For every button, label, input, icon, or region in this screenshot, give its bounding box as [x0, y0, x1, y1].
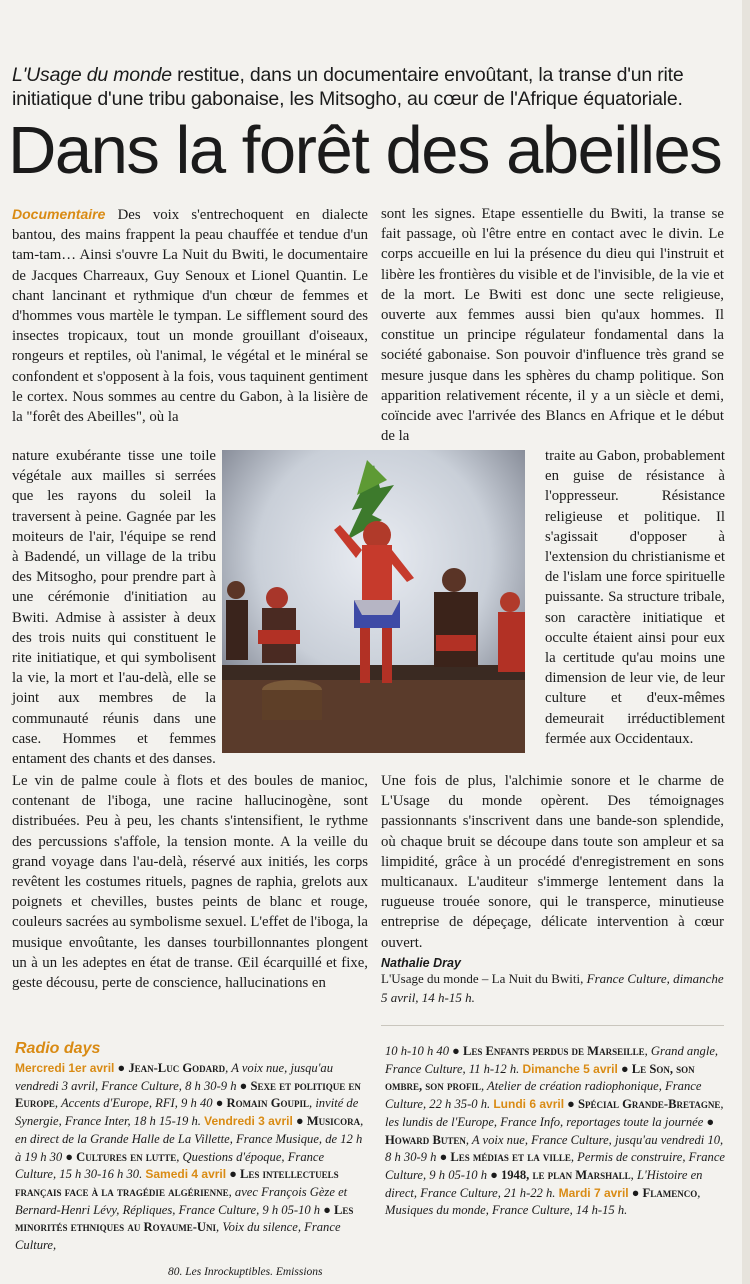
listing-day: Samedi 4 avril	[145, 1167, 227, 1182]
listing-desc: , invité de Synergie, France Inter, 18 h 15-19 h.	[15, 1096, 359, 1129]
listing-name: Flamenco	[642, 1185, 698, 1200]
radio-listings-right	[385, 1043, 729, 1220]
listing: ● 1948, le plan Marshall, L'Histoire en direct, France Culture, 21 h-22 h.	[385, 1167, 703, 1200]
listing: Vendredi 3 avril ● Musicora, en direct de la Grande Halle de La Villette, France Musique, de 12 h à 19 h 30	[15, 1114, 364, 1164]
listing-name: Spécial Grande-Bretagne	[577, 1097, 721, 1112]
paragraph: Des voix s'entrechoquent en dialecte bantou, des mains frappent la peau chauffée et tendue d'un tam-tam… Ainsi s'ouvre La Nuit du Bwiti, le documentaire de Jacques Charreaux, Guy Senoux et Lionel Quantin. Le chant lancinant et rythmique d'un chœur de femmes et d'hommes vous martèle le tympan. Le sifflement sourd des insectes tropicaux, tout un monde grouillant d'oiseaux, rongeurs et reptiles, où l'animal, le végétal et le minéral se confondent et s'opposent à la fois, vous taquinent gentiment le cortex. Nous sommes au centre du Gabon, à la lisière de la "forêt des Abeilles", où la	[12, 207, 368, 426]
listing-desc: , Musiques du monde, France Culture, 14 h-15 h.	[385, 1185, 701, 1218]
listing-desc: , Permis de construire, France Culture, 9 h 05-10 h	[385, 1150, 726, 1182]
listing-name: Jean-Luc Godard	[128, 1061, 226, 1075]
listing-desc: , A voix nue, France Culture, jusqu'au vendredi 10, 8 h 30-9 h	[385, 1132, 724, 1165]
listing-desc: , avec François Gèze et Bernard-Henri Lévy, Répliques, France Culture, 9 h 05-10 h	[15, 1184, 348, 1217]
listing-desc: , L'Histoire en direct, France Culture, 21 h-22 h.	[385, 1167, 703, 1200]
column-2-top	[381, 204, 724, 446]
listing: Samedi 4 avril ● Les intellectuels français face à la tragédie algérienne, avec François Gèze et Bernard-Henri Lévy, Répliques, France Culture, 9 h 05-10 h	[15, 1167, 348, 1217]
listing-continuation: 10 h-10 h 40	[385, 1044, 450, 1058]
radio-days-title: Radio days	[15, 1040, 101, 1057]
listing-desc: , en direct de la Grande Halle de La Villette, France Musique, de 12 h à 19 h 30	[15, 1114, 364, 1164]
page-edge	[742, 0, 750, 1284]
author: Nathalie Dray	[381, 955, 461, 970]
listing-day: Mercredi 1er avril	[15, 1061, 115, 1075]
paragraph: nature exubérante tisse une toile végétale aux mailles si serrées que les rayons du soleil la traversent à peine. Gagnée par les moiteurs de l'air, l'équipe se rend à Badendé, un village de la tribu des Mitsogho, pour prendre part à une cérémonie d'initiation au Bwiti. Admise à assister à deux des trois nuits qui constituent le rite initiatique, et qui symbolisent la vie, la mort et l'au-delà, elle se joint aux membres de la communauté réunis dans une case. Hommes et femmes entament des chants et des danses.	[12, 448, 216, 768]
column-1-bottom	[12, 771, 368, 993]
listing-desc: , A voix nue, jusqu'au vendredi 3 avril, France Culture, 8 h 30-9 h	[15, 1061, 334, 1093]
listing-desc: , Atelier de création radiophonique, France Culture, 22 h 35-0 h.	[385, 1079, 702, 1112]
listing-day: Vendredi 3 avril	[204, 1114, 293, 1129]
listing-name: Les minorités ethniques au Royaume-Uni	[15, 1202, 354, 1235]
listing-name: Cultures en lutte	[76, 1149, 177, 1164]
listing-day: Mardi 7 avril	[558, 1185, 629, 1200]
listing-name: Les médias et la ville	[450, 1150, 571, 1165]
listing-desc: , Questions d'époque, France Culture, 15 h 30-16 h 30.	[15, 1149, 325, 1182]
listing: Mardi 7 avril ● Flamenco, Musiques du monde, France Culture, 14 h-15 h.	[385, 1185, 701, 1218]
listing: Lundi 6 avril ● Spécial Grande-Bretagne, les lundis de l'Europe, France Info, reportages toute la journée	[385, 1097, 724, 1129]
broadcast-credit	[381, 969, 724, 1007]
listing: ● Cultures en lutte, Questions d'époque, France Culture, 15 h 30-16 h 30.	[15, 1149, 325, 1182]
listing-name: Les Enfants perdus de Marseille	[462, 1044, 645, 1058]
listing-name: Romain Goupil	[226, 1096, 310, 1111]
column-1-mid	[12, 446, 216, 769]
column-2-bottom	[381, 771, 724, 973]
listing-name: Sexe et politique en Europe	[15, 1078, 361, 1111]
deck	[12, 63, 737, 111]
page-footer: 80. Les Inrockuptibles. Emissions	[168, 1266, 323, 1278]
listing-name: Le Son, son ombre, son profil	[385, 1061, 695, 1094]
photo-illustration	[222, 450, 525, 753]
listing-name: Les intellectuels français face à la tragédie algérienne	[15, 1167, 339, 1199]
rubric: Documentaire	[12, 206, 106, 222]
article-title: Dans la forêt des abeilles	[8, 113, 722, 188]
listing-name: 1948, le plan Marshall	[500, 1167, 631, 1182]
listing-name: Musicora	[306, 1114, 361, 1129]
section-divider	[381, 1025, 724, 1026]
radio-listings-left	[15, 1060, 367, 1255]
deck-show: L'Usage du monde	[12, 64, 172, 86]
listing-desc: , Grand angle, France Culture, 11 h-12 h.	[385, 1044, 719, 1076]
column-1-top	[12, 204, 368, 427]
listing: ● Sexe et politique en Europe, Accents d'Europe, RFI, 9 h 40	[15, 1078, 361, 1111]
listing: Dimanche 5 avril ● Le Son, son ombre, son profil, Atelier de création radiophonique, France Culture, 22 h 35-0 h.	[385, 1061, 702, 1112]
listing-desc: , Voix du silence, France Culture,	[15, 1220, 341, 1253]
listing: ● Romain Goupil, invité de Synergie, France Inter, 18 h 15-19 h.	[15, 1096, 359, 1129]
credit-station: France Culture, dimanche 5 avril, 14 h-15 h.	[381, 971, 724, 1005]
listing-desc: , Accents d'Europe, RFI, 9 h 40	[54, 1096, 213, 1111]
deck-text: restitue, dans un documentaire envoûtant, la transe d'un rite initiatique d'une tribu gabonaise, les Mitsogho, au cœur de l'Afrique équatoriale.	[12, 64, 684, 110]
paragraph: Une fois de plus, l'alchimie sonore et le charme de L'Usage du monde opèrent. Des témoignages passionnants s'inscrivent dans une bande-son splendide, où chaque bruit se découpe dans toute son ampleur et sa limpidité, grâce à un procédé d'enregistrement en sons multicanaux. L'auditeur s'immerge lentement dans la rugueuse trouée sonore, qui le transperce, minutieuse entreprise de dépeçage, délicate intervention à cœur ouvert.	[381, 773, 724, 951]
listing: ● Howard Buten, A voix nue, France Culture, jusqu'au vendredi 10, 8 h 30-9 h	[385, 1114, 724, 1165]
listing-day: Dimanche 5 avril	[522, 1061, 618, 1076]
paragraph: Le vin de palme coule à flots et des boules de manioc, contenant de l'iboga, une racine hallucinogène, sont distribuées. Peu à peu, les chants s'intensifient, le rythme des percussions s'affole, la tension monte. A la veille du grand voyage dans l'au-delà, réservé aux initiés, les corps revêtent les costumes rituels, pagnes de raphia, grelots aux poignets et chevilles, bustes peints de blanc et rouge, couleurs sacrées au symbolisme sexuel. L'effet de l'iboga, la musique envoûtante, les danses tourbillonnantes plongent un à un les adeptes en état de transe. Œil écarquillé et fixe, geste décousu, perte de conscience, hallucinations en	[12, 773, 368, 992]
listing-day: Lundi 6 avril	[493, 1097, 565, 1112]
listing: ● Les médias et la ville, Permis de construire, France Culture, 9 h 05-10 h	[385, 1150, 726, 1182]
drum-icon	[262, 680, 322, 720]
paragraph: sont les signes. Etape essentielle du Bwiti, la transe se fait passage, où l'être entre en contact avec le divin. Le corps accueille en lui la présence du dieu qui l'instruit et libère les frontières du visible et de l'invisible, de la vie et de la mort. Le Bwiti est donc une secte religieuse, ouverte aux femmes aussi bien qu'aux hommes. Il constitue un principe régulateur fondamental dans la société gabonaise. Son pouvoir d'influence très grand se mesure jusque dans les sphères du champ politique. Son apparition relativement récente, il y a un siècle et demi, coïncide avec l'arrivée des Blancs en Afrique et le début de la	[381, 206, 724, 445]
listing: ● Les minorités ethniques au Royaume-Uni, Voix du silence, France Culture,	[15, 1202, 354, 1253]
column-2-mid	[545, 446, 725, 749]
listing-desc: , les lundis de l'Europe, France Info, reportages toute la journée	[385, 1097, 724, 1129]
paragraph: traite au Gabon, probablement en guise de résistance à l'oppresseur. Résistance religieuse et politique. Il s'agissait d'opposer à l'extension du christianisme et de l'islam une force spirituelle puissante. Sa structure tribale, son caractère initiatique et occulte étaient ainsi pour eux la certitude qu'au moins une dimension de leur vie, de leur culture et d'eux-mêmes demeurait irréductiblement fermée aux Occidentaux.	[545, 448, 725, 747]
listing-name: Howard Buten	[385, 1132, 466, 1147]
listing: Mercredi 1er avril ● Jean-Luc Godard, A voix nue, jusqu'au vendredi 3 avril, France Culture, 8 h 30-9 h	[15, 1061, 334, 1093]
ritual-dancers-photo	[222, 450, 525, 753]
listing: ● Les Enfants perdus de Marseille, Grand angle, France Culture, 11 h-12 h.	[385, 1044, 719, 1076]
credit-main: L'Usage du monde – La Nuit du Bwiti,	[381, 971, 587, 986]
